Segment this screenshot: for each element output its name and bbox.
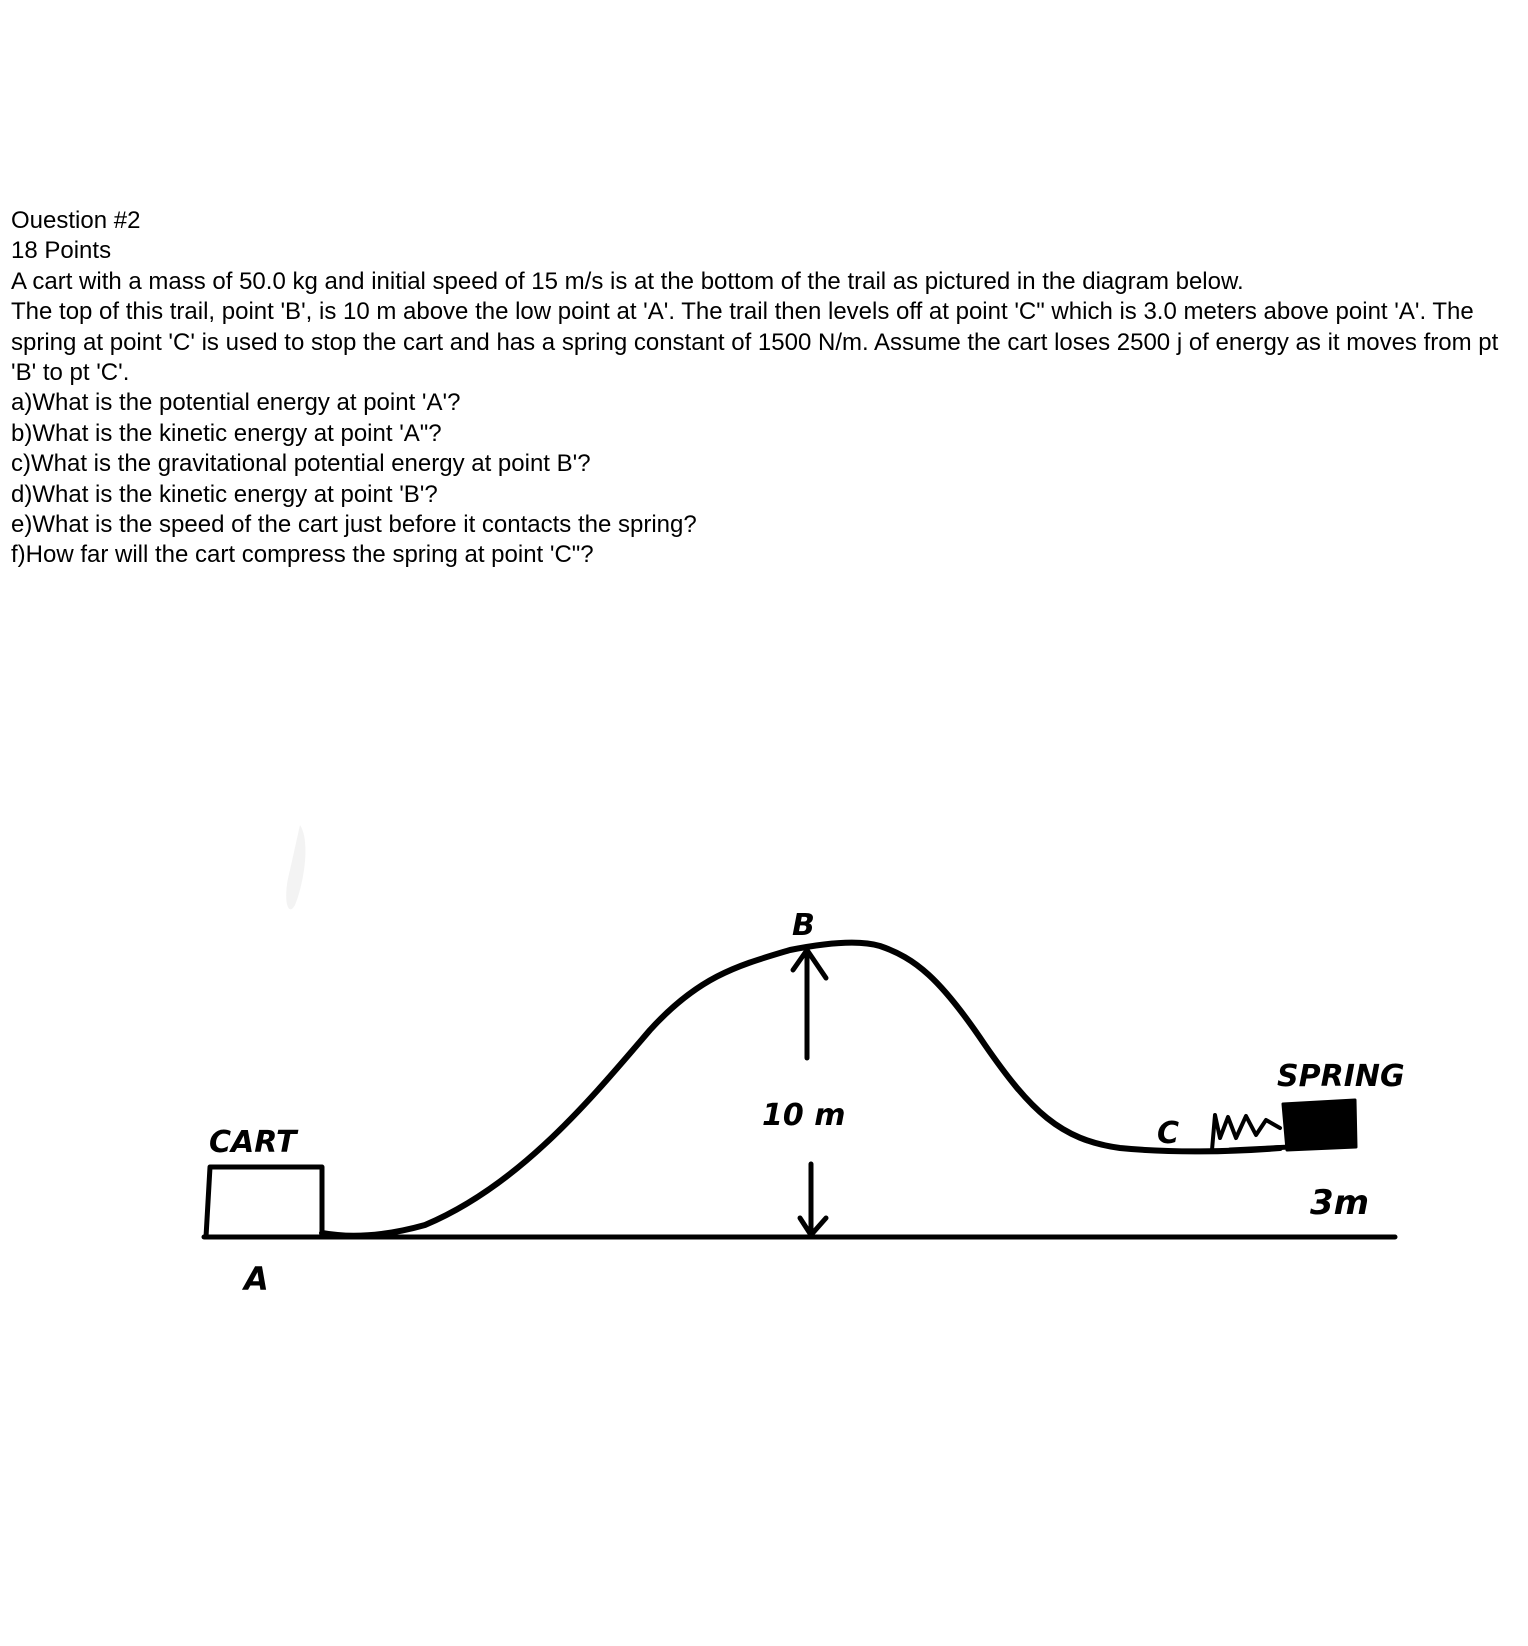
question-title: Ouestion #2 bbox=[11, 207, 141, 234]
cart-label: CART bbox=[209, 1125, 297, 1160]
smudge-mark bbox=[286, 825, 305, 909]
question-points: 18 Points bbox=[11, 237, 112, 265]
height-label: 10 m bbox=[762, 1098, 846, 1133]
level-height-label: 3m bbox=[1310, 1183, 1370, 1223]
point-a-label: A bbox=[244, 1260, 269, 1298]
question-details: The top of this trail, point 'B', is 10 m above the low point at 'A'. The trail then levels off at point 'C" which is 3.0 meters above point 'A'. The spring at point 'C' is used to stop the cart and has a spring constant of 1500 N/m. Assume the cart loses 2500 j of energy as it moves from pt 'B' to pt 'C'. bbox=[11, 298, 1499, 387]
question-intro: A cart with a mass of 50.0 kg and initial speed of 15 m/s is at the bottom of the trail as pictured in the diagram below. bbox=[11, 267, 1244, 295]
question-part-d: d)What is the kinetic energy at point 'B'? bbox=[11, 480, 438, 508]
question-part-b: b)What is the kinetic energy at point 'A"? bbox=[11, 419, 442, 447]
question-part-e: e)What is the speed of the cart just before it contacts the spring? bbox=[11, 511, 697, 539]
spring-coil-icon bbox=[1212, 1115, 1280, 1150]
question-part-f: f)How far will the cart compress the spring at point 'C"? bbox=[11, 541, 594, 569]
spring-block bbox=[1283, 1100, 1356, 1150]
trail-curve bbox=[322, 943, 1280, 1236]
question-part-c: c)What is the gravitational potential energy at point B'? bbox=[11, 450, 591, 478]
point-c-label: C bbox=[1157, 1116, 1180, 1151]
question-part-a: a)What is the potential energy at point 'A'? bbox=[11, 389, 461, 417]
spring-label: SPRING bbox=[1277, 1059, 1405, 1094]
point-b-label: B bbox=[792, 908, 815, 943]
cart-box bbox=[206, 1167, 322, 1237]
